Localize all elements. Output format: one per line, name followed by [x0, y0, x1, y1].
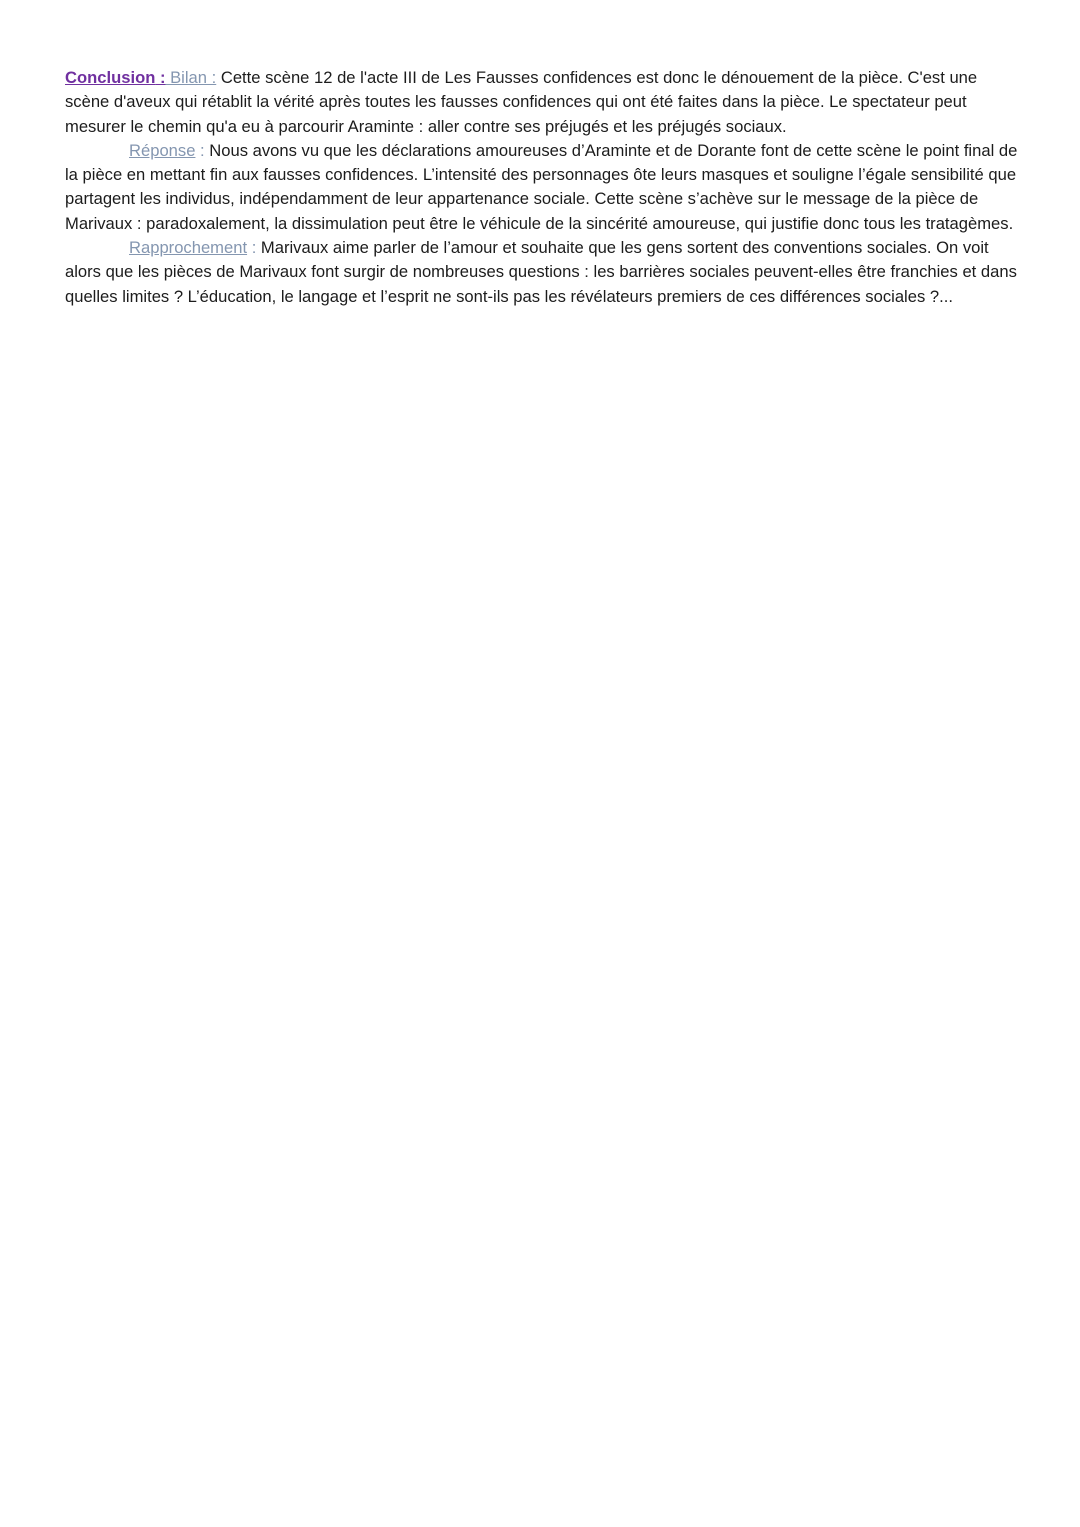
- rapprochement-text: Marivaux aime parler de l’amour et souhaite que les gens sortent des conventions sociales. On voit alors que les pièces de Marivaux font surgir de nombreuses questions : les barrières sociales peuvent-elles être franchies et dans quelles limites ? L’éducation, le langage et l’esprit ne sont-ils pas les révélateurs premiers de ces différences sociales ?...: [65, 238, 1017, 306]
- bilan-text: Cette scène 12 de l'acte III de Les Fausses confidences est donc le dénouement de la pièce. C'est une scène d'aveux qui rétablit la vérité après toutes les fausses confidences qui ont été faites dans la pièce. Le spectateur peut mesurer le chemin qu'a eu à parcourir Araminte : aller contre ses préjugés et les préjugés sociaux.: [65, 68, 978, 136]
- reponse-paragraph: [65, 139, 1025, 236]
- conclusion-heading: Conclusion: [65, 68, 156, 87]
- document-page: [65, 66, 1025, 309]
- bilan-label: Bilan: [165, 68, 207, 87]
- reponse-colon: :: [195, 140, 205, 160]
- rapprochement-label: Rapprochement: [129, 238, 248, 258]
- rapprochement-paragraph: [65, 236, 1025, 309]
- bilan-paragraph: [65, 66, 1025, 139]
- reponse-text: Nous avons vu que les déclarations amoureuses d’Araminte et de Dorante font de cette scène le point final de la pièce en mettant fin aux fausses confidences. L’intensité des personnages ôte leurs masques et souligne l’égale sensibilité que partagent les individus, indépendamment de leur appartenance sociale. Cette scène s’achève sur le message de la pièce de Marivaux : paradoxalement, la dissimulation peut être le véhicule de la sincérité amoureuse, qui justifie donc tous les tratagèmes.: [65, 140, 1018, 233]
- reponse-label: Réponse: [129, 140, 196, 160]
- bilan-colon: :: [207, 68, 217, 87]
- rapprochement-colon: :: [247, 238, 257, 258]
- conclusion-heading-colon: :: [155, 68, 166, 87]
